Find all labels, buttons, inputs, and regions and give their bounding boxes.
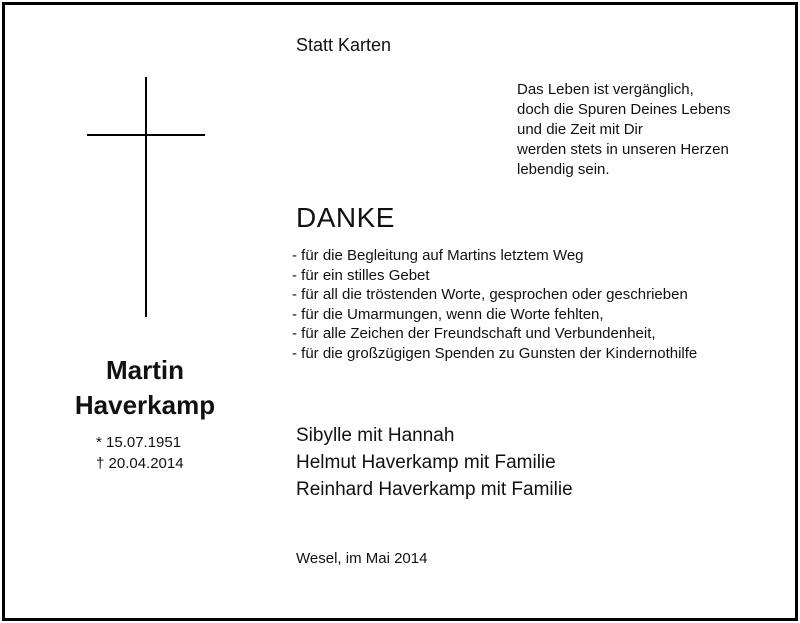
quote-line: doch die Spuren Deines Lebens: [517, 101, 731, 118]
signer: Sibylle mit Hannah: [296, 425, 455, 446]
memorial-quote: [517, 80, 731, 180]
thanks-item: - für alle Zeichen der Freundschaft und Verbundenheit,: [292, 325, 656, 342]
life-dates: [96, 432, 184, 474]
birth-date: * 15.07.1951: [96, 434, 182, 451]
deceased-last-name: Haverkamp: [74, 390, 216, 420]
thanks-item: - für ein stilles Gebet: [292, 266, 430, 284]
death-date: † 20.04.2014: [96, 455, 184, 472]
quote-line: werden stets in unseren Herzen: [517, 141, 729, 158]
quote-line: und die Zeit mit Dir: [517, 121, 643, 138]
signer: Helmut Haverkamp mit Familie: [296, 452, 556, 473]
quote-line: lebendig sein.: [517, 161, 610, 178]
deceased-first-name: Martin: [106, 355, 184, 385]
statt-karten-heading: Statt Karten: [296, 35, 392, 55]
quote-line: Das Leben ist vergänglich,: [517, 81, 694, 98]
thanks-item: - für die Umarmungen, wenn die Worte fehlten,: [292, 305, 604, 323]
signer: Reinhard Haverkamp mit Familie: [296, 479, 573, 500]
danke-title: DANKE: [296, 202, 395, 233]
thanks-item: - für all die tröstenden Worte, gesprochen oder geschrieben: [292, 286, 688, 303]
cross-vertical-bar: [145, 77, 147, 317]
place-and-date: Wesel, im Mai 2014: [296, 550, 428, 567]
signers-list: [296, 422, 573, 503]
thanks-item: - für die Begleitung auf Martins letztem Weg: [292, 247, 584, 264]
thanks-item: - für die großzügigen Spenden zu Gunsten der Kindernothilfe: [292, 344, 698, 362]
thanks-list: [292, 246, 697, 363]
cross-horizontal-bar: [87, 134, 205, 136]
